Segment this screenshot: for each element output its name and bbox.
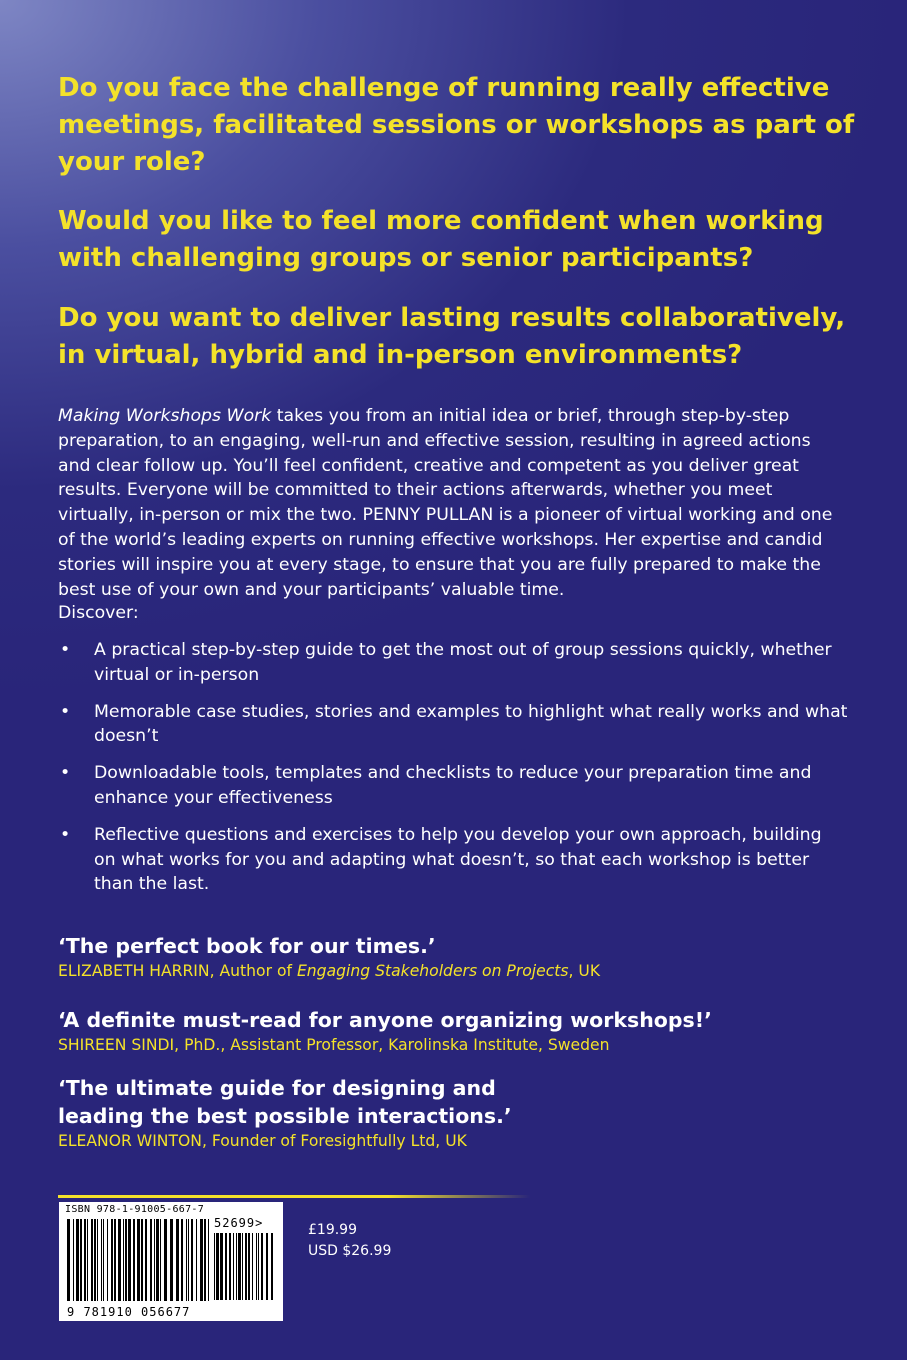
headline-1: Do you face the challenge of running really effective meetings, facilitated sessions or workshops as part of your role? xyxy=(58,73,855,177)
barcode-bar xyxy=(133,1219,135,1301)
barcode-bar xyxy=(176,1219,179,1301)
barcode-bar xyxy=(236,1233,237,1300)
barcode-bar xyxy=(118,1219,121,1301)
headline-3: Do you want to deliver lasting results collaboratively, in virtual, hybrid and in-person environments? xyxy=(58,303,846,370)
bullet-icon: • xyxy=(60,824,71,845)
barcode-bar xyxy=(111,1219,113,1301)
barcode-bar xyxy=(101,1219,102,1301)
discover-label: Discover: xyxy=(58,603,139,623)
barcode-bar xyxy=(97,1219,98,1301)
barcode-bar xyxy=(191,1219,193,1301)
barcode-bar xyxy=(214,1233,215,1300)
barcode-bar xyxy=(145,1219,147,1301)
barcode-bar xyxy=(107,1219,108,1301)
barcode-bar xyxy=(238,1233,241,1300)
isbn-text: ISBN 978-1-91005-667-7 xyxy=(65,1204,205,1215)
addon-barcode-bars xyxy=(214,1233,274,1300)
list-item: • Downloadable tools, templates and checklists to reduce your preparation time and enhance your effectiveness xyxy=(60,763,812,808)
barcode-bar xyxy=(160,1219,161,1301)
barcode-bar xyxy=(94,1219,96,1301)
endorsement-quote: ‘A definite must-read for anyone organizing workshops!’ xyxy=(58,1008,712,1032)
barcode-bar xyxy=(181,1219,183,1301)
barcode-bar xyxy=(103,1219,104,1301)
endorsement-3 xyxy=(58,1074,578,1152)
price-usd: USD $26.99 xyxy=(308,1243,392,1259)
barcode-bar xyxy=(67,1219,70,1301)
barcode-bar xyxy=(170,1219,173,1301)
barcode-bar xyxy=(256,1233,257,1300)
barcode-bar xyxy=(225,1233,227,1300)
barcode-bar xyxy=(87,1219,88,1301)
barcode-bar xyxy=(128,1219,131,1301)
price-gbp: £19.99 xyxy=(308,1222,357,1238)
barcode-bar xyxy=(76,1219,79,1301)
barcode-bar xyxy=(188,1219,189,1301)
barcode-bar xyxy=(216,1233,219,1300)
ean-barcode-bars xyxy=(67,1219,209,1301)
barcode-bar xyxy=(271,1233,273,1300)
barcode-bar xyxy=(204,1219,206,1301)
barcode-bar xyxy=(242,1233,243,1300)
ean-digits: 9 781910 056677 xyxy=(67,1305,191,1319)
barcode-bar xyxy=(137,1219,140,1301)
barcode-bar xyxy=(141,1219,143,1301)
price-addon-digits: 52699> xyxy=(214,1216,264,1230)
bullet-icon: • xyxy=(60,640,71,660)
divider xyxy=(58,1195,530,1198)
barcode-bar xyxy=(252,1233,253,1300)
list-item: • Memorable case studies, stories and examples to highlight what really works and what doesn’t xyxy=(60,701,848,747)
endorsement-attribution: SHIREEN SINDI, PhD., Assistant Professor, Karolinska Institute, Sweden xyxy=(58,1036,610,1054)
barcode-bar xyxy=(80,1219,82,1301)
barcode-bar xyxy=(156,1219,159,1301)
bullet-icon: • xyxy=(60,701,71,722)
barcode-bar xyxy=(73,1219,74,1301)
barcode-bar xyxy=(196,1219,197,1301)
endorsement-1 xyxy=(58,932,858,982)
barcode-bar xyxy=(229,1233,231,1300)
endorsement-attribution: ELEANOR WINTON, Founder of Foresightfully Ltd, UK xyxy=(58,1132,467,1150)
endorsement-2 xyxy=(58,1006,858,1056)
book-title: Making Workshops Work xyxy=(58,406,272,426)
barcode-bar xyxy=(245,1233,247,1300)
barcode-bar xyxy=(220,1233,223,1300)
barcode-bar xyxy=(248,1233,250,1300)
barcode-bar xyxy=(125,1219,127,1301)
bullet-icon: • xyxy=(60,763,71,784)
barcode-bar xyxy=(266,1233,268,1300)
benefit-list xyxy=(58,638,848,909)
isbn-barcode xyxy=(59,1202,283,1321)
headline-2: Would you like to feel more confident when working with challenging groups or senior participants? xyxy=(58,206,824,273)
barcode-bar xyxy=(150,1219,152,1301)
barcode-bar xyxy=(186,1219,187,1301)
endorsement-quote: ‘The perfect book for our times.’ xyxy=(58,934,436,958)
barcode-bar xyxy=(258,1233,259,1300)
list-item: • Reflective questions and exercises to help you develop your own approach, building on what works for you and adapting what doesn’t, so that each workshop is better than the last. xyxy=(60,824,822,895)
barcode-bar xyxy=(261,1233,263,1300)
barcode-bar xyxy=(114,1219,116,1301)
list-item: • A practical step-by-step guide to get the most out of group sessions quickly, whether virtual or in-person xyxy=(60,640,832,685)
barcode-bar xyxy=(123,1219,124,1301)
barcode-bar xyxy=(200,1219,203,1301)
barcode-bar xyxy=(154,1219,155,1301)
endorsement-quote: ‘The ultimate guide for designing and leading the best possible interactions.’ xyxy=(58,1076,512,1128)
book-description xyxy=(58,404,848,602)
barcode-bar xyxy=(164,1219,167,1301)
barcode-bar xyxy=(84,1219,86,1301)
barcode-bar xyxy=(233,1233,234,1300)
endorsement-attribution: ELIZABETH HARRIN, Author of Engaging Stakeholders on Projects, UK xyxy=(58,962,601,980)
barcode-bar xyxy=(208,1219,209,1301)
barcode-bar xyxy=(91,1219,93,1301)
description-text: takes you from an initial idea or brief, through step-by-step preparation, to an engaging, well-run and effective session, resulting in agreed actions and clear follow up. You’ll feel confident, creative and competent as you deliver great results. Everyone will be committed to their actions afterwards, whether you meet virtually, in-person or mix the two. PENNY PULLAN is a pioneer of virtual working and one of the world’s leading experts on running effective workshops. Her expertise and candid stories will inspire you at every stage, to ensure that you are fully prepared to make the best use of your own and your participants’ valuable time. xyxy=(58,406,833,600)
